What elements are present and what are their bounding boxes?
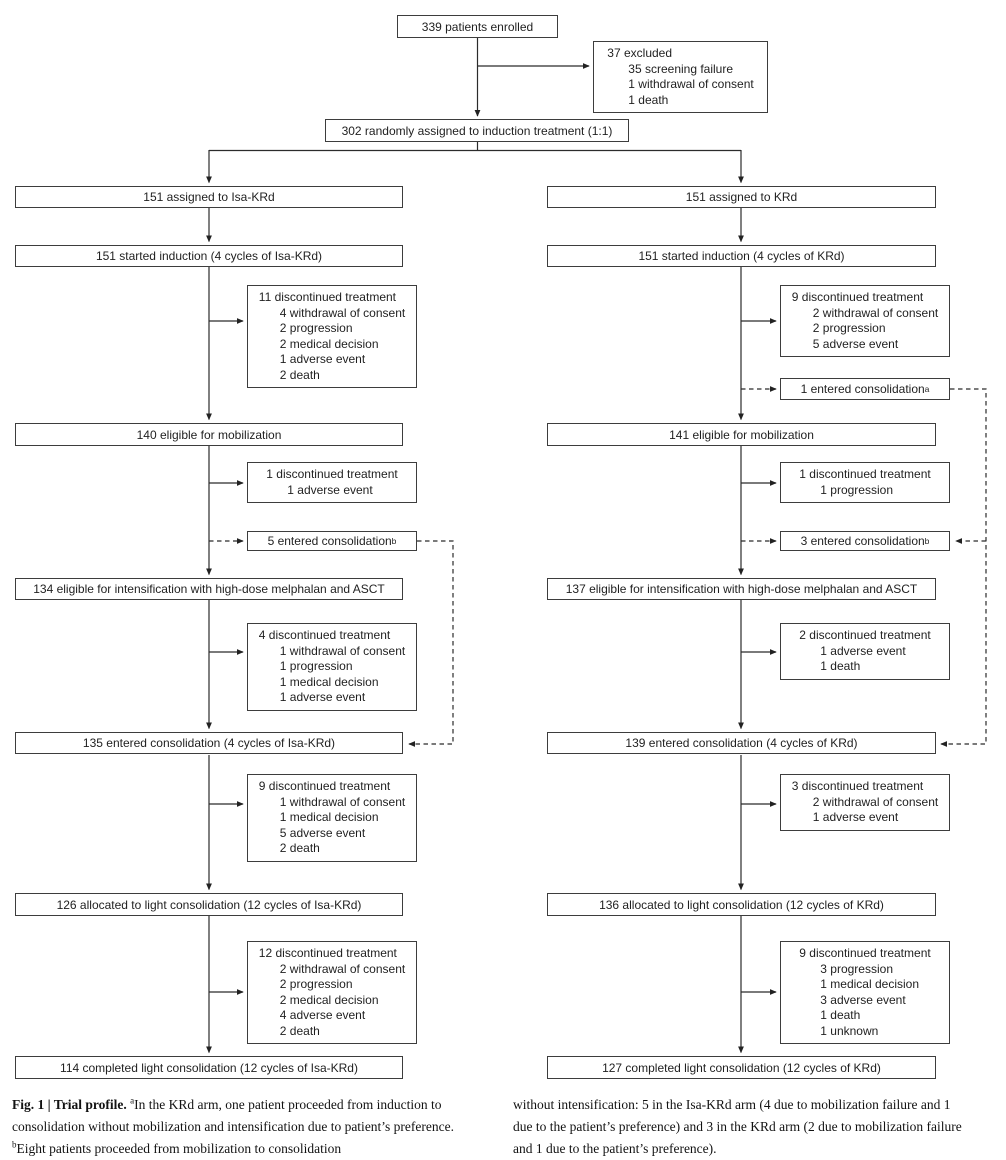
dropout-item: 2 withdrawal of consent [812,305,939,320]
entered-consolidation-label: 1 entered consolidation [800,382,925,396]
dropout-item: 1 adverse event [820,643,906,658]
box-isa-consolidation-dropout [247,774,417,862]
dropout-item: 4 withdrawal of consent [279,305,406,320]
krd-assigned-label: 151 assigned to KRd [685,190,798,204]
dropout-item: 5 adverse event [279,825,366,840]
box-krd-entered-consolidation-a: 1 entered consolidation a [780,378,950,400]
dropout-item: 1 adverse event [279,690,366,704]
box-krd-light-dropout [780,941,950,1044]
dropout-item: 3 progression [820,961,893,976]
dropout-title: 12 discontinued treatment [258,946,397,960]
box-krd-intensification-dropout [780,623,950,680]
box-isa-induction-dropout [247,285,417,388]
dropout-item: 2 withdrawal of consent [812,794,939,809]
box-krd-mobilization [547,423,936,446]
box-krd-consolidation-dropout [780,774,950,831]
krd-induction-label: 151 started induction (4 cycles of KRd) [638,249,845,263]
dropout-item: 1 withdrawal of consent [279,643,406,658]
box-isa-entered-consolidation-b: 5 entered consolidation b [247,531,417,551]
isa-completed-label: 114 completed light consolidation (12 cycles of Isa-KRd) [60,1060,358,1075]
box-krd-assigned [547,186,936,208]
dropout-item: 2 death [279,367,320,382]
box-krd-mobilization-dropout [780,462,950,503]
box-isa-light-dropout [247,941,417,1044]
dropout-item: 4 adverse event [279,1008,366,1022]
caption-text-b: Eight patients proceeded from mobilization to consolidation [16,1141,342,1156]
dropout-item: 1 death [820,1008,861,1022]
box-randomized [325,119,629,142]
box-krd-entered-consolidation-b: 3 entered consolidation b [780,531,950,551]
box-isa-intensification-dropout [247,623,417,711]
caption-text-a: In the KRd arm, one patient proceeded from induction to consolidation without mobilization and intensification due to patient’s preference. [12,1097,455,1134]
dropout-item: 2 medical decision [279,336,379,351]
enrolled-label: 339 patients enrolled [421,19,534,34]
dropout-title: 1 discontinued treatment [266,467,398,481]
excluded-item: 1 withdrawal of consent [628,77,754,91]
box-krd-completed [547,1056,936,1079]
box-isa-induction [15,245,403,267]
caption-text-col2: without intensification: 5 in the Isa-KRd arm (4 due to mobilization failure and 1 due to the patient’s preference) and 3 in the KRd arm (2 due to mobilization failure and 1 due to the patient’s preference). [513,1097,962,1156]
excluded-item: 1 death [628,92,669,107]
krd-intensification-label: 137 eligible for intensification with high-dose melphalan and ASCT [565,582,918,596]
dropout-item: 2 medical decision [279,992,379,1007]
dropout-item: 1 progression [279,659,353,673]
box-enrolled [397,15,558,38]
excluded-title: 37 excluded [607,46,673,60]
footnote-marker-b: b [12,1139,17,1150]
krd-mobilization-label: 141 eligible for mobilization [669,427,814,442]
box-krd-light-consolidation [547,893,936,916]
box-krd-intensification [547,578,936,600]
box-isa-mobilization [15,423,403,446]
box-isa-completed [15,1056,403,1079]
box-excluded [593,41,768,113]
figure-caption-column-1 [12,1094,472,1160]
krd-consolidation-label: 139 entered consolidation (4 cycles of KRd) [625,736,858,750]
isa-intensification-label: 134 eligible for intensification with high-dose melphalan and ASCT [33,582,385,596]
dropout-title: 11 discontinued treatment [258,290,396,304]
entered-consolidation-label: 3 entered consolidation [800,534,925,548]
dropout-item: 2 progression [279,977,353,991]
dropout-item: 2 progression [812,321,886,335]
figure-label: Fig. 1 | Trial profile. [12,1097,127,1112]
excluded-item: 35 screening failure [628,61,734,76]
dropout-item: 1 medical decision [279,674,379,689]
box-krd-consolidation [547,732,936,754]
dropout-title: 9 discontinued treatment [799,946,931,960]
dropout-item: 2 progression [279,321,353,335]
isa-mobilization-label: 140 eligible for mobilization [136,427,282,442]
box-isa-assigned [15,186,403,208]
dropout-item: 1 withdrawal of consent [279,794,406,809]
dropout-item: 1 unknown [820,1023,879,1038]
dropout-title: 3 discontinued treatment [791,779,924,793]
dropout-item: 2 withdrawal of consent [279,961,406,976]
dropout-item: 1 adverse event [287,482,373,497]
dropout-item: 2 death [279,1023,320,1038]
dropout-title: 2 discontinued treatment [799,628,931,642]
box-isa-consolidation [15,732,403,754]
dropout-title: 9 discontinued treatment [258,779,391,793]
isa-consolidation-label: 135 entered consolidation (4 cycles of Isa-KRd) [82,736,336,750]
box-isa-intensification [15,578,403,600]
footnote-marker-a: a [130,1095,135,1106]
randomized-label: 302 randomly assigned to induction treatment (1:1) [341,123,613,138]
isa-light-consolidation-label: 126 allocated to light consolidation (12 cycles of Isa-KRd) [56,897,362,912]
box-krd-induction [547,245,936,267]
dropout-item: 1 adverse event [279,352,366,366]
dropout-title: 1 discontinued treatment [799,467,931,481]
box-krd-induction-dropout [780,285,950,357]
dropout-item: 2 death [279,841,320,855]
figure-caption-column-2 [513,1094,973,1160]
box-isa-mobilization-dropout [247,462,417,503]
dropout-title: 4 discontinued treatment [258,628,391,642]
dropout-item: 1 death [820,659,861,673]
dropout-title: 9 discontinued treatment [791,290,924,304]
isa-induction-label: 151 started induction (4 cycles of Isa-KRd) [95,249,323,263]
isa-assigned-label: 151 assigned to Isa-KRd [143,190,275,204]
dropout-item: 3 adverse event [820,992,906,1007]
entered-consolidation-label: 5 entered consolidation [267,534,392,548]
dropout-item: 1 progression [820,482,893,497]
dropout-item: 1 medical decision [279,810,379,824]
dropout-item: 5 adverse event [812,336,899,351]
dropout-item: 1 adverse event [812,810,899,824]
dropout-item: 1 medical decision [820,977,919,991]
box-isa-light-consolidation [15,893,403,916]
krd-light-consolidation-label: 136 allocated to light consolidation (12 cycles of KRd) [599,897,884,912]
krd-completed-label: 127 completed light consolidation (12 cycles of KRd) [602,1060,881,1075]
